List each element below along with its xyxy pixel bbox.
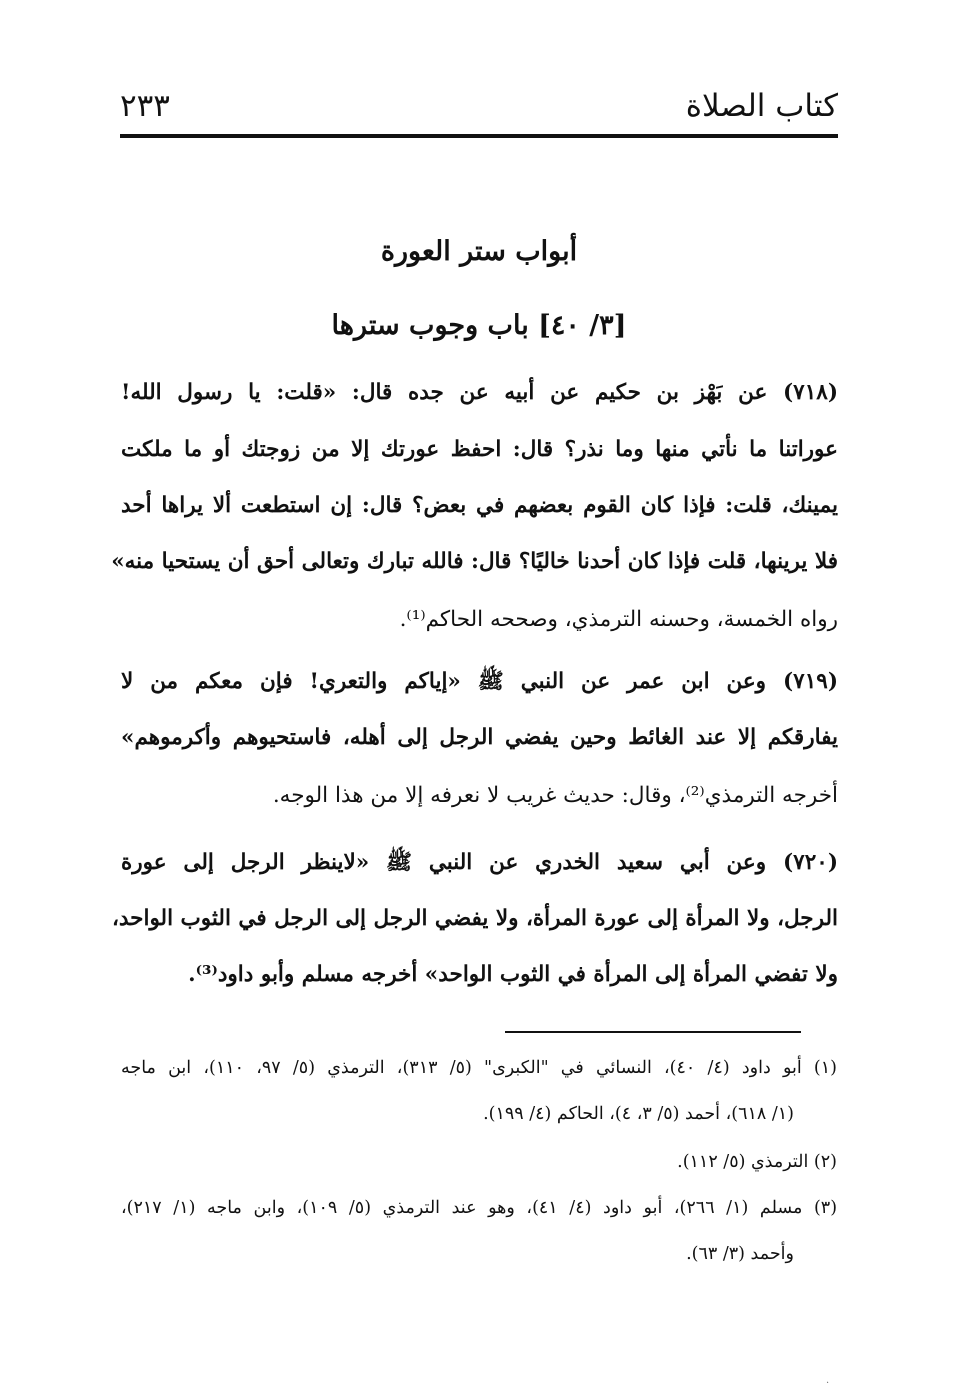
- hadith-719-line-1: (٧١٩) وعن ابن عمر عن النبي ﷺ «إياكم والتعري! فإن معكم من لا: [121, 669, 838, 694]
- running-header: [120, 78, 838, 128]
- page-mark: ·: [826, 1378, 830, 1389]
- header-rule: [120, 134, 838, 138]
- hadith-718-line-1: (٧١٨) عن بَهْز بن حكيم عن أبيه عن جده قال: «قلت: يا رسول الله!: [121, 380, 838, 405]
- hadith-719-source: أخرجه الترمذي⁽²⁾، وقال: حديث غريب لا نعرفه إلا من هذا الوجه.: [272, 783, 838, 808]
- footnote-3-line-1: (٣) مسلم (١/ ٢٦٦)، أبو داود (٤/ ٤١)، وهو عند الترمذي (٥/ ١٠٩)، وابن ماجه (١/ ٢١٧)،: [121, 1198, 838, 1218]
- footnote-1-line-1: (١) أبو داود (٤/ ٤٠)، النسائي في "الكبرى" (٥/ ٣١٣)، الترمذي (٥/ ٩٧، ١١٠)، ابن ماجه: [121, 1058, 837, 1078]
- hadith-718-source: رواه الخمسة، وحسنه الترمذي، وصححه الحاكم⁽¹⁾.: [399, 607, 838, 632]
- footnote-1-line-2: (١/ ٦١٨)، أحمد (٥/ ٣، ٤)، الحاكم (٤/ ١٩٩).: [483, 1104, 794, 1124]
- hadith-720-line-3: ولا تفضي المرأة إلى المرأة في الثوب الواحد» أخرجه مسلم وأبو داود⁽³⁾.: [188, 962, 838, 987]
- hadith-719-line-2: يفارقكم إلا عند الغائط وحين يفضي الرجل إلى أهله، فاستحيوهم وأكرموهم»: [121, 725, 838, 750]
- footnote-rule: [505, 1031, 801, 1033]
- hadith-720-line-1: (٧٢٠) وعن أبي سعيد الخدري عن النبي ﷺ «لاينظر الرجل إلى عورة: [121, 850, 838, 875]
- hadith-718-line-4: فلا يرينها، قلت فإذا كان أحدنا خاليًا؟ قال: فالله تبارك وتعالى أحق أن يستحيا منه»: [111, 549, 838, 574]
- section-title: أبواب ستر العورة: [380, 236, 578, 267]
- hadith-718-line-2: عوراتنا ما نأتي منها وما نذر؟ قال: احفظ عورتك إلا من زوجتك أو ما ملكت: [121, 437, 838, 462]
- running-title: كتاب الصلاة: [685, 88, 838, 124]
- footnote-2: (٢) الترمذي (٥/ ١١٢).: [677, 1152, 837, 1172]
- footnote-3-line-2: وأحمد (٣/ ٦٣).: [686, 1244, 794, 1264]
- hadith-718-line-3: يمينك، قلت: فإذا كان القوم بعضهم في بعض؟ قال: إن استطعت ألا يراها أحد: [121, 493, 838, 518]
- hadith-720-line-2: الرجل، ولا المرأة إلى عورة المرأة، ولا يفضي الرجل إلى الرجل في الثوب الواحد،: [111, 906, 838, 931]
- page-number: ٢٣٣: [120, 88, 170, 124]
- chapter-title: [٣/ ٤٠] باب وجوب سترها: [331, 310, 627, 341]
